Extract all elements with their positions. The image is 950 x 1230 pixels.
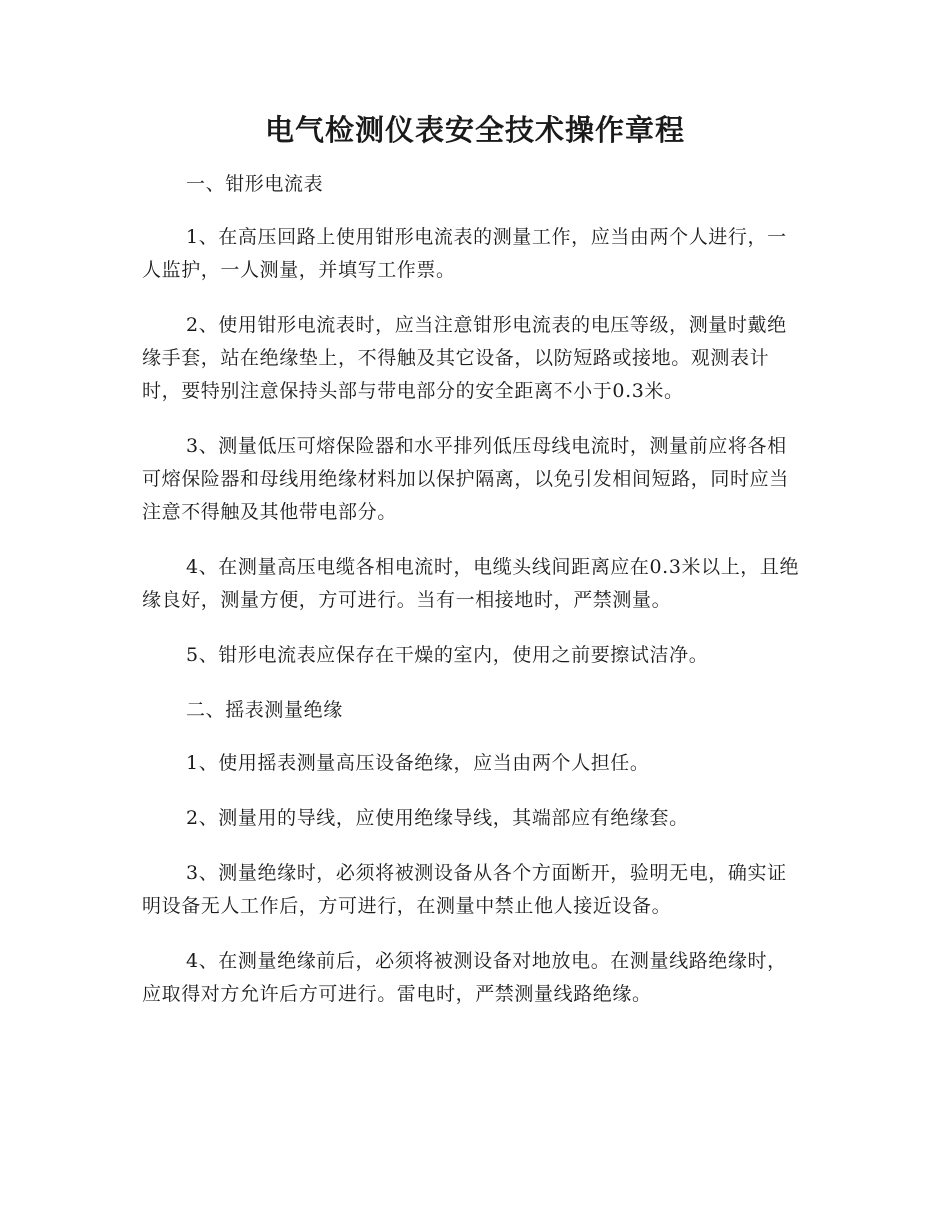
paragraph: 3、测量低压可熔保险器和水平排列低压母线电流时，测量前应将各相可熔保险器和母线用绝缘材料加以保护隔离，以免引发相间短路，同时应当注意不得触及其他带电部分。 xyxy=(142,435,789,523)
section-heading-clamp-meter: 一、钳形电流表 xyxy=(186,173,324,195)
paragraph: 1、在高压回路上使用钳形电流表的测量工作，应当由两个人进行，一人监护，一人测量，并填写工作票。 xyxy=(142,226,787,281)
paragraph: 1、使用摇表测量高压设备绝缘，应当由两个人担任。 xyxy=(186,752,650,774)
paragraph: 2、测量用的导线，应使用绝缘导线，其端部应有绝缘套。 xyxy=(186,807,689,829)
paragraph: 5、钳形电流表应保存在干燥的室内，使用之前要擦试洁净。 xyxy=(186,644,709,666)
document-body xyxy=(142,168,806,1033)
paragraph: 3、测量绝缘时，必须将被测设备从各个方面断开，验明无电，确实证明设备无人工作后，方可进行，在测量中禁止他人接近设备。 xyxy=(142,862,787,917)
page-title: 电气检测仪表安全技术操作章程 xyxy=(264,113,685,147)
paragraph: 4、在测量绝缘前后，必须将被测设备对地放电。在测量线路绝缘时，应取得对方允许后方可进行。雷电时，严禁测量线路绝缘。 xyxy=(142,950,787,1005)
section-heading-megger: 二、摇表测量绝缘 xyxy=(186,699,343,721)
paragraph: 4、在测量高压电缆各相电流时，电缆头线间距离应在0.3米以上，且绝缘良好，测量方便，方可进行。当有一相接地时，严禁测量。 xyxy=(142,556,800,611)
paragraph: 2、使用钳形电流表时，应当注意钳形电流表的电压等级，测量时戴绝缘手套，站在绝缘垫上，不得触及其它设备，以防短路或接地。观测表计时，要特别注意保持头部与带电部分的安全距离不小于0.3米。 xyxy=(142,314,787,402)
